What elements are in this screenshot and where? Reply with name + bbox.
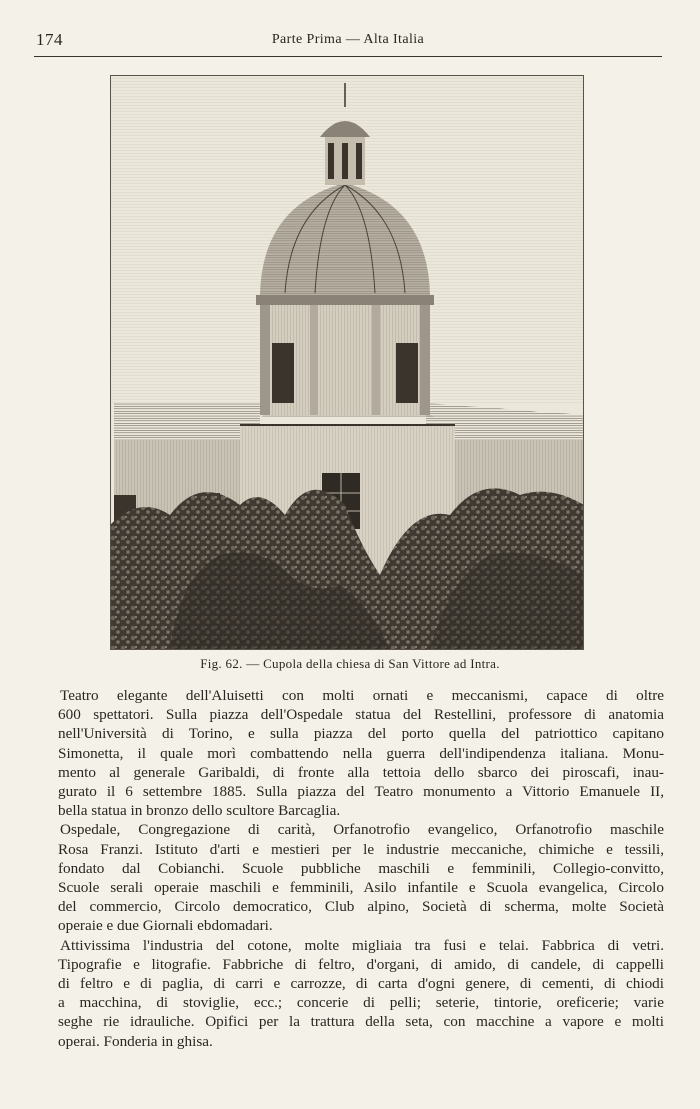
text-line: del commercio, Circolo democratico, Club alpino, Società di scherma, molte Società bbox=[58, 898, 664, 916]
running-head: Parte Prima — Alta Italia bbox=[271, 32, 425, 47]
text-line: Attivissima l'industria del cotone, molte migliaia tra fusi e telai. Fabbrica di vetri. bbox=[60, 936, 664, 954]
figure-caption: Fig. 62. — Cupola della chiesa di San Vittore ad Intra. bbox=[200, 656, 500, 671]
text-line: Rosa Franzi. Istituto d'arti e mestieri per le industrie meccaniche, chimiche e tessili, bbox=[58, 840, 664, 858]
text-line: gurato il 6 settembre 1885. Sulla piazza del Teatro monumento a Vittorio Emanuele II, bbox=[58, 783, 664, 801]
body-text bbox=[60, 686, 664, 1051]
text-line: Scuole serali operaie maschili e femminili, Asilo infantile e Scuola evangelica, Circolo bbox=[58, 879, 664, 897]
text-line: nell'Università di Torino, e sulla piazza del porto quella del patriottico capitano bbox=[58, 725, 664, 743]
text-line: operaie e due Giornali ebdomadari. bbox=[58, 917, 273, 935]
text-line: operai. Fonderia in ghisa. bbox=[58, 1032, 213, 1050]
text-line: mento al generale Garibaldi, di fronte alla tettoia dello sbarco dei piroscafi, inau- bbox=[58, 763, 664, 781]
engraving-illustration bbox=[110, 75, 584, 650]
text-line: 600 spettatori. Sulla piazza dell'Ospedale statua del Restellini, professore di anatomia bbox=[58, 706, 664, 724]
text-line: di feltro e di paglia, di carri e carrozze, di carta d'ogni genere, di cementi, di chiodi bbox=[58, 975, 664, 993]
text-line: Teatro elegante dell'Aluisetti con molti ornati e meccanismi, capace di oltre bbox=[60, 687, 664, 704]
page-header bbox=[34, 28, 662, 57]
text-line: Simonetta, il quale morì combattendo nella guerra dell'indipendenza italiana. Monu- bbox=[58, 744, 664, 762]
paragraph bbox=[60, 820, 664, 935]
text-line: Tipografie e litografie. Fabbriche di feltro, d'organi, di amido, di candele, di cappelli bbox=[58, 955, 664, 973]
text-line: fondato dal Cobianchi. Scuole pubbliche maschili e femminili, Collegio-convitto, bbox=[58, 859, 664, 877]
text-line: seghe rie idrauliche. Opifici per la trattura della seta, con macchine a vapore e molti bbox=[58, 1013, 664, 1031]
page-number: 174 bbox=[36, 30, 63, 49]
text-line: a macchina, di stoviglie, ecc.; concerie di pelli; seterie, tintorie, oreficerie; varie bbox=[58, 994, 664, 1012]
paragraph bbox=[60, 686, 664, 820]
paragraph bbox=[60, 936, 664, 1051]
church-dome-engraving bbox=[110, 75, 584, 650]
text-line: Ospedale, Congregazione di carità, Orfanotrofio evangelico, Orfanotrofio maschile bbox=[60, 821, 664, 839]
text-line: bella statua in bronzo dello scultore Barcaglia. bbox=[58, 802, 341, 820]
